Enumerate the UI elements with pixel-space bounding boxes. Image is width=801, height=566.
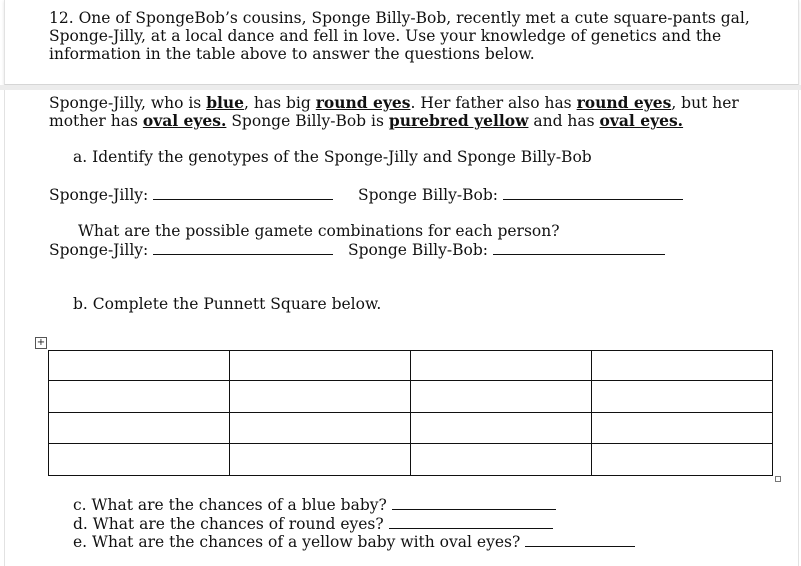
billy-genotype-blank[interactable] (503, 185, 683, 200)
question-line-1: 12. One of SpongeBob’s cousins, Sponge Billy-Bob, recently met a cute square-pants gal, (49, 9, 750, 27)
billy-gametes-blank[interactable] (493, 240, 665, 255)
punnett-cell[interactable] (49, 351, 230, 381)
part-b-prompt: b. Complete the Punnett Square below. (73, 295, 382, 313)
punnett-cell[interactable] (411, 444, 592, 476)
punnett-cell[interactable] (230, 413, 411, 444)
jilly-gametes: Sponge-Jilly: (49, 240, 333, 259)
punnett-cell[interactable] (592, 444, 773, 476)
trait-oval-eyes: oval eyes. (599, 111, 684, 130)
part-a-prompt: a. Identify the genotypes of the Sponge-Jilly and Sponge Billy-Bob (73, 148, 592, 166)
punnett-cell[interactable] (592, 413, 773, 444)
jilly-genotype-blank[interactable] (153, 185, 333, 200)
punnett-cell[interactable] (230, 351, 411, 381)
table-resize-handle[interactable] (775, 476, 781, 482)
punnett-square (48, 350, 773, 476)
punnett-cell[interactable] (49, 413, 230, 444)
jilly-genotype: Sponge-Jilly: (49, 185, 333, 204)
jilly-gametes-blank[interactable] (153, 240, 333, 255)
question-c-blank[interactable] (392, 495, 556, 510)
punnett-cell[interactable] (49, 444, 230, 476)
question-e-blank[interactable] (525, 532, 635, 547)
scenario-line-1: Sponge-Jilly, who is blue, has big round eyes. Her father also has round eyes, but her (49, 93, 739, 112)
trait-purebred-yellow: purebred yellow (388, 111, 529, 130)
question-line-2: Sponge-Jilly, at a local dance and fell in love. Use your knowledge of genetics and the (49, 27, 722, 45)
punnett-cell[interactable] (230, 444, 411, 476)
punnett-cell[interactable] (592, 351, 773, 381)
trait-round-eyes-father: round eyes (576, 93, 672, 112)
billy-gametes: Sponge Billy-Bob: (348, 240, 665, 259)
punnett-cell[interactable] (592, 381, 773, 413)
question-d-blank[interactable] (389, 514, 553, 529)
trait-oval-eyes-mother: oval eyes. (142, 111, 227, 130)
punnett-cell[interactable] (49, 381, 230, 413)
gamete-prompt: What are the possible gamete combinations for each person? (78, 222, 560, 240)
question-e: e. What are the chances of a yellow baby with oval eyes? (73, 532, 635, 551)
question-c: c. What are the chances of a blue baby? (73, 495, 556, 514)
trait-blue: blue (206, 93, 245, 112)
punnett-cell[interactable] (230, 381, 411, 413)
billy-genotype: Sponge Billy-Bob: (358, 185, 683, 204)
punnett-cell[interactable] (411, 381, 592, 413)
scenario-line-2: mother has oval eyes. Sponge Billy-Bob is purebred yellow and has oval eyes. (49, 111, 684, 130)
punnett-cell[interactable] (411, 413, 592, 444)
question-d: d. What are the chances of round eyes? (73, 514, 553, 533)
trait-round-eyes: round eyes (315, 93, 411, 112)
plus-move-icon[interactable]: + (36, 337, 46, 348)
punnett-cell[interactable] (411, 351, 592, 381)
question-line-3: information in the table above to answer the questions below. (49, 45, 535, 63)
